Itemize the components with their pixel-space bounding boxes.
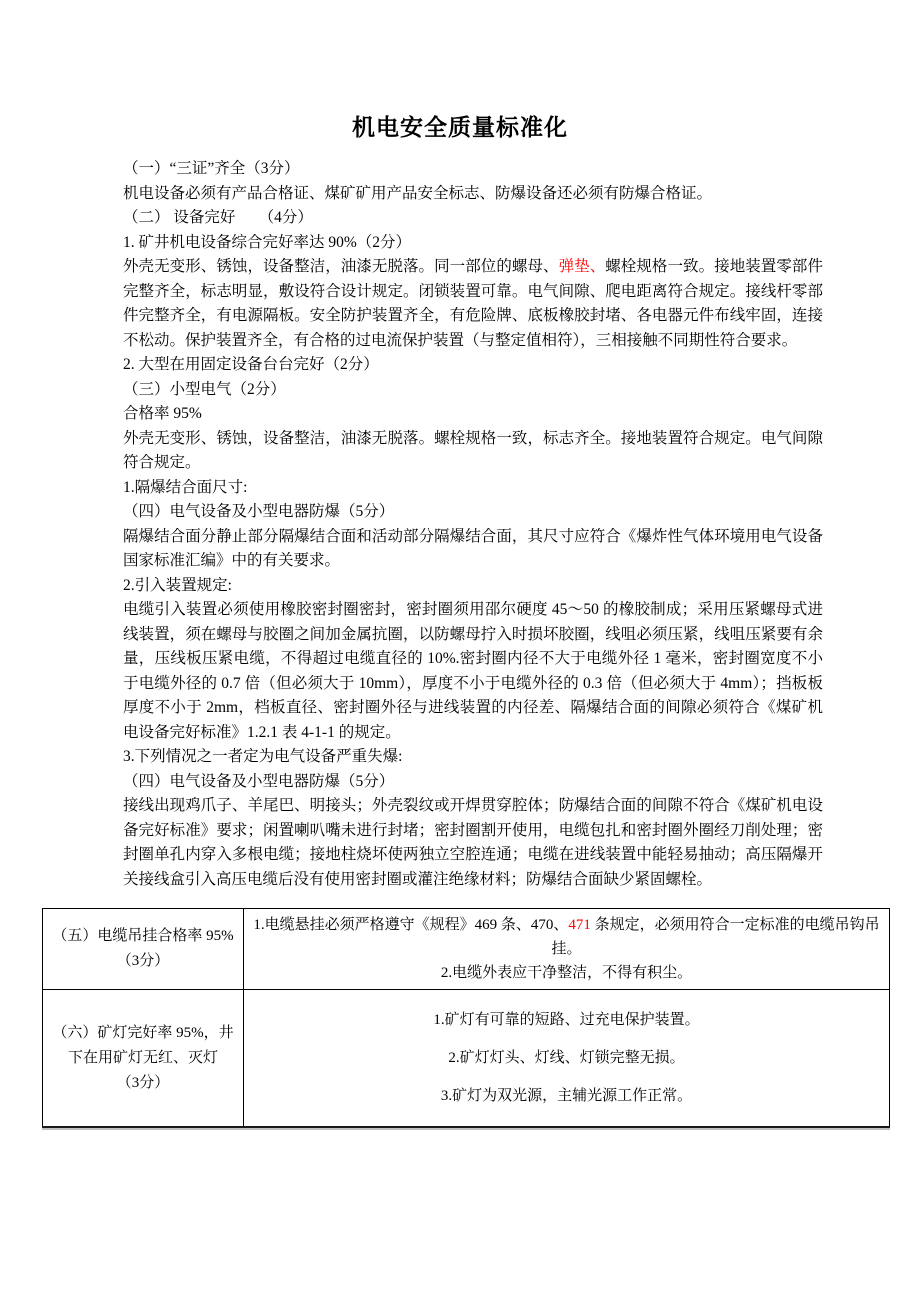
- doc-paragraph: 电缆引入装置必须使用橡胶密封圈密封，密封圈须用邵尔硬度 45～50 的橡胶制成；采用压紧螺母式进线装置，须在螺母与胶圈之间加金属抗圈，以防螺母拧入时损坏胶圈，线咀必须压紧，线咀压紧要有余量，压线板压紧电缆，不得超过电缆直径的 10%.密封圈内径不大于电缆外径 1 毫米，密封圈宽度不小于电缆外径的 0.7 倍（但必须大于 10mm），厚度不小于电缆外径的 0.3 倍（但必须大于 4mm）；挡板板厚度不小于 2mm，档板直径、密封圈外径与进线装置的内径差、隔爆结合面的间隙必须符合《煤矿机电设备完好标准》1.2.1 表 4-1-1 的规定。: [123, 601, 823, 741]
- requirement-item: 3.矿灯为双光源，主辅光源工作正常。: [440, 1088, 693, 1104]
- doc-paragraph: [123, 255, 823, 353]
- criterion-cell: [43, 909, 244, 990]
- red-text-segment: 471: [568, 917, 591, 933]
- requirements-cell: [244, 909, 890, 990]
- text-segment: 条规定，必须用符合一定标准的电缆吊钩吊挂。: [551, 917, 880, 957]
- criterion-line: （3分）: [116, 953, 170, 969]
- criterion-line: 下在用矿灯无红、灭灯: [67, 1049, 218, 1066]
- text-segment: 螺栓规格一致。接地装置零部件完整齐全，标志明显，敷设符合设计规定。闭锁装置可靠。电气间隙、爬电距离符合规定。接线杆零部件完整齐全，有电源隔板。安全防护装置齐全，有危险牌、底板橡胶封堵、各电器元件布线牢固，连接不松动。保护装置齐全，有合格的过电流保护装置（与整定值相符），三相接触不同期性符合要求。: [123, 258, 823, 349]
- criterion-line: （五）电缆吊挂合格率 95%: [52, 928, 234, 944]
- text-segment: 1.电缆悬挂必须严格遵守《规程》469 条、470、: [253, 917, 569, 933]
- section-heading-equipment-intact: （二） 设备完好 （4分）: [123, 209, 313, 226]
- requirement-item: 2.电缆外表应干净整洁，不得有积尘。: [440, 965, 693, 981]
- document-title: 机电安全质量标准化: [352, 115, 568, 140]
- requirement-item: 2.矿灯灯头、灯线、灯锁完整无损。: [448, 1050, 685, 1066]
- list-item-heading: 2. 大型在用固定设备台台完好（2分）: [123, 356, 379, 373]
- list-item-heading: 1. 矿井机电设备综合完好率达 90%（2分）: [123, 233, 412, 251]
- doc-paragraph: 合格率 95%: [123, 405, 202, 422]
- table-row: [43, 990, 890, 1128]
- section-heading-small-electric: （三）小型电气（2分）: [123, 380, 286, 398]
- score-table: [42, 908, 890, 1128]
- list-item-heading: 2.引入装置规定:: [123, 576, 232, 594]
- text-segment: 外壳无变形、锈蚀，设备整洁，油漆无脱落。同一部位的螺母、: [123, 258, 559, 275]
- requirement-item: 1.矿灯有可靠的短路、过充电保护装置。: [433, 1012, 700, 1028]
- section-heading-explosion-proof: （四）电气设备及小型电器防爆（5分）: [123, 772, 395, 790]
- list-item-heading: 3.下列情况之一者定为电气设备严重失爆:: [123, 748, 403, 765]
- section-heading-three-certificates: （一）“三证”齐全（3分）: [123, 160, 300, 177]
- doc-paragraph: 机电设备必须有产品合格证、煤矿矿用产品安全标志、防爆设备还必须有防爆合格证。: [123, 184, 713, 202]
- section-heading-explosion-proof: （四）电气设备及小型电器防爆（5分）: [123, 503, 395, 520]
- criterion-line: （3分）: [116, 1074, 170, 1091]
- red-text-segment: 弹垫、: [558, 258, 606, 275]
- doc-paragraph: 外壳无变形、锈蚀，设备整洁，油漆无脱落。螺栓规格一致，标志齐全。接地装置符合规定。电气间隙符合规定。: [123, 429, 823, 471]
- list-item-heading: 1.隔爆结合面尺寸:: [123, 478, 248, 496]
- requirement-item: [252, 913, 881, 961]
- doc-paragraph: 接线出现鸡爪子、羊尾巴、明接头；外壳裂纹或开焊贯穿腔体；防爆结合面的间隙不符合《煤矿机电设备完好标准》要求；闲置喇叭嘴未进行封堵；密封圈割开使用，电缆包扎和密封圈外圈经刀削处理；密封圈单孔内穿入多根电缆；接地柱烧坏使两独立空腔连通；电缆在进线装置中能轻易抽动；高压隔爆开关接线盒引入高压电缆后没有使用密封圈或灌注绝缘材料；防爆结合面缺少紧固螺栓。: [123, 797, 823, 888]
- document-body: [123, 157, 823, 892]
- criterion-line: （六）矿灯完好率 95%，井: [52, 1024, 234, 1041]
- criterion-cell: [43, 990, 244, 1128]
- requirements-cell: [244, 990, 890, 1128]
- doc-paragraph: 隔爆结合面分静止部分隔爆结合面和活动部分隔爆结合面，其尺寸应符合《爆炸性气体环境用电气设备国家标准汇编》中的有关要求。: [123, 527, 823, 569]
- table-row: [43, 909, 890, 990]
